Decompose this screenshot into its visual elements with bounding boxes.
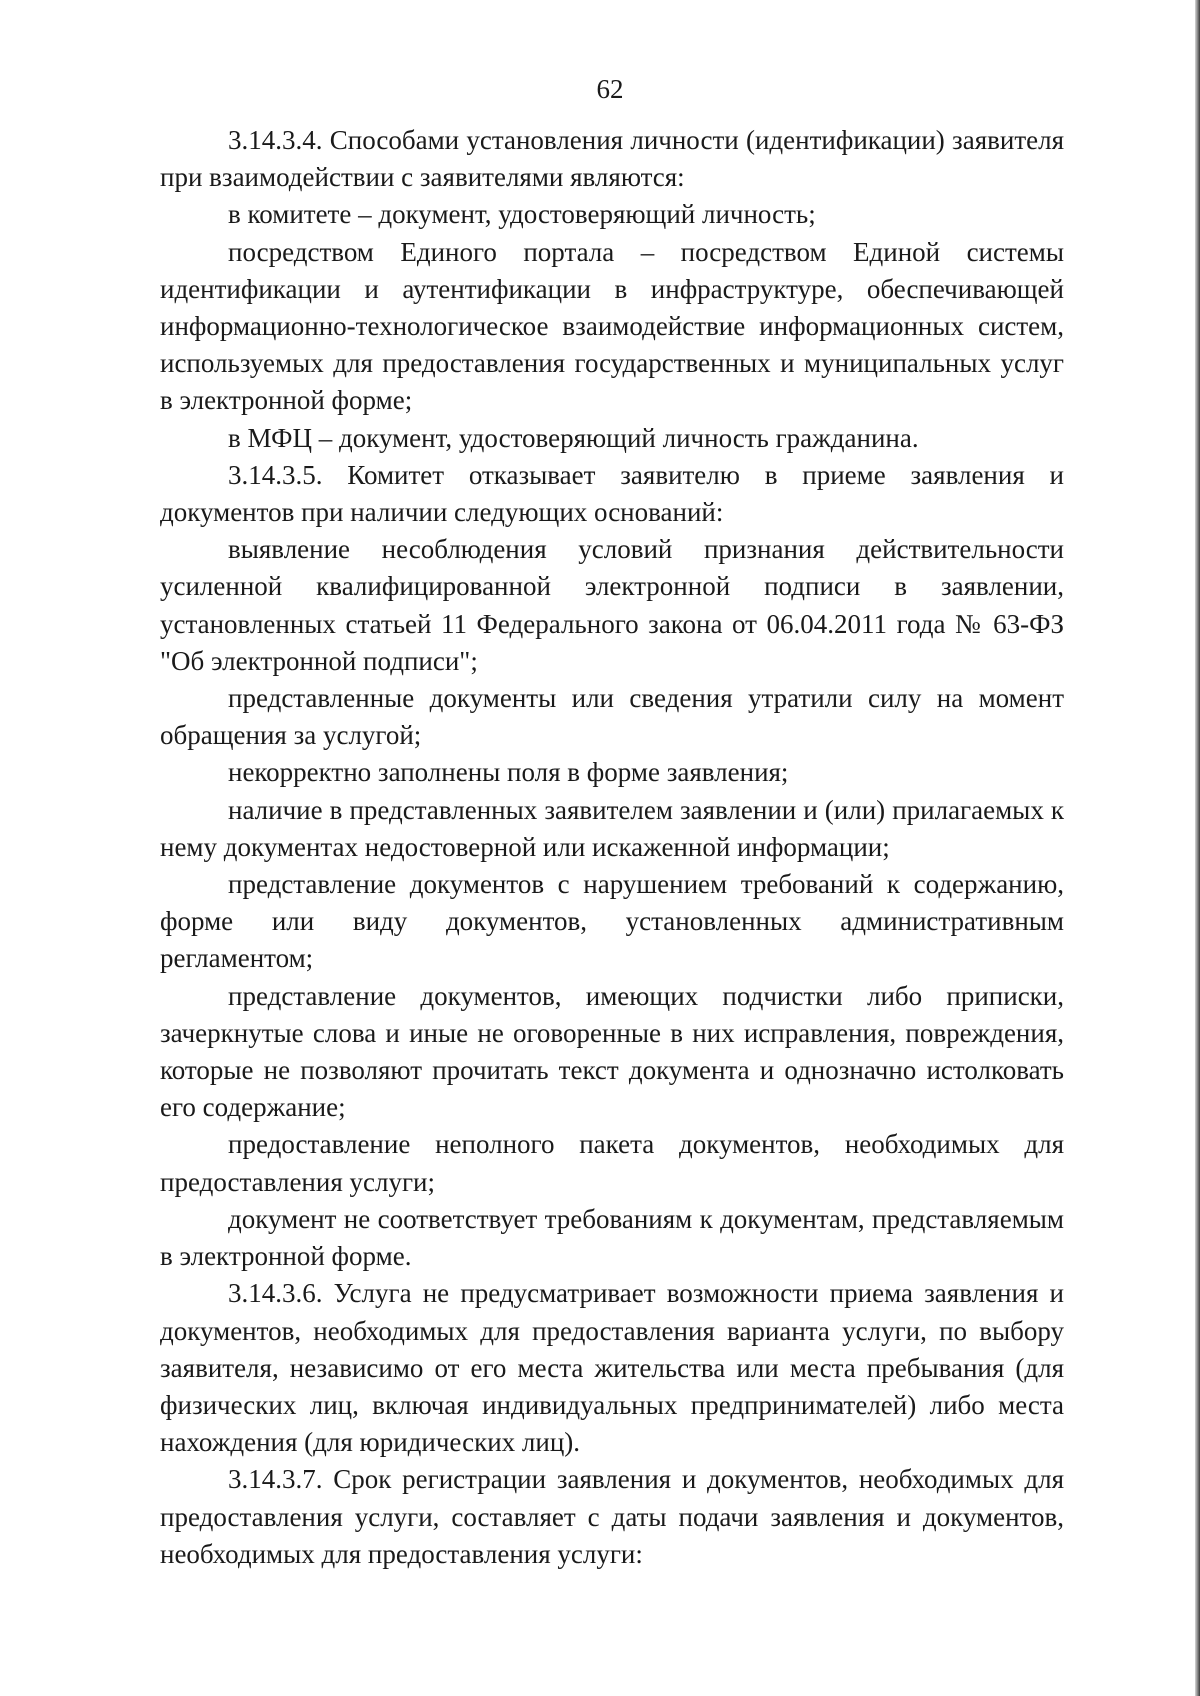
paragraph-incomplete-package: предоставление неполного пакета документов, необходимых для предоставления услуги;	[160, 1129, 1064, 1197]
page-number: 62	[596, 74, 624, 104]
paragraph-committee-identity: в комитете – документ, удостоверяющий личность;	[228, 199, 816, 230]
document-body	[160, 122, 1064, 1573]
scan-edge-shadow	[1195, 0, 1200, 1696]
paragraph-false-information: наличие в представленных заявителем заявлении и (или) прилагаемых к нему документах недостоверной или искаженной информации;	[160, 794, 1064, 862]
paragraph-documents-expired: представленные документы или сведения утратили силу на момент обращения за услугой;	[160, 683, 1064, 751]
paragraph-mfc-identity: в МФЦ – документ, удостоверяющий личность гражданина.	[228, 422, 919, 453]
paragraph-signature-invalid: выявление несоблюдения условий признания действительности усиленной квалифицированной электронной подписи в заявлении, установленных статьей 11 Федерального закона от 06.04.2011 года № 63-ФЗ "Об электронной подписи";	[160, 534, 1064, 676]
paragraph-electronic-requirements: документ не соответствует требованиям к документам, представляемым в электронной форме.	[160, 1203, 1064, 1272]
paragraph-3-14-3-5: 3.14.3.5. Комитет отказывает заявителю в приеме заявления и документов при наличии следующих оснований:	[160, 459, 1064, 528]
paragraph-3-14-3-6: 3.14.3.6. Услуга не предусматривает возможности приема заявления и документов, необходимых для предоставления варианта услуги, по выбору заявителя, независимо от его места жительства или места пребывания (для физических лиц, включая индивидуальных предпринимателей) либо места нахождения (для юридических лиц).	[160, 1278, 1064, 1458]
paragraph-requirements-violation: представление документов с нарушением требований к содержанию, форме или виду документов, установленных административным регламентом;	[160, 869, 1064, 974]
paragraph-form-fields-incorrect: некорректно заполнены поля в форме заявления;	[228, 757, 789, 788]
paragraph-3-14-3-7: 3.14.3.7. Срок регистрации заявления и документов, необходимых для предоставления услуги, составляет с даты подачи заявления и документов, необходимых для предоставления услуги:	[160, 1464, 1064, 1569]
paragraph-3-14-3-4: 3.14.3.4. Способами установления личности (идентификации) заявителя при взаимодействии с заявителями являются:	[160, 125, 1064, 193]
paragraph-corrections-damage: представление документов, имеющих подчистки либо приписки, зачеркнутые слова и иные не оговоренные в них исправления, повреждения, которые не позволяют прочитать текст документа и однозначно истолковать его содержание;	[160, 980, 1064, 1123]
paragraph-unified-portal-identity: посредством Единого портала – посредством Единой системы идентификации и аутентификации в инфраструктуре, обеспечивающей информационно-технологическое взаимодействие информационных систем, используемых для предоставления государственных и муниципальных услуг в электронной форме;	[160, 236, 1064, 416]
